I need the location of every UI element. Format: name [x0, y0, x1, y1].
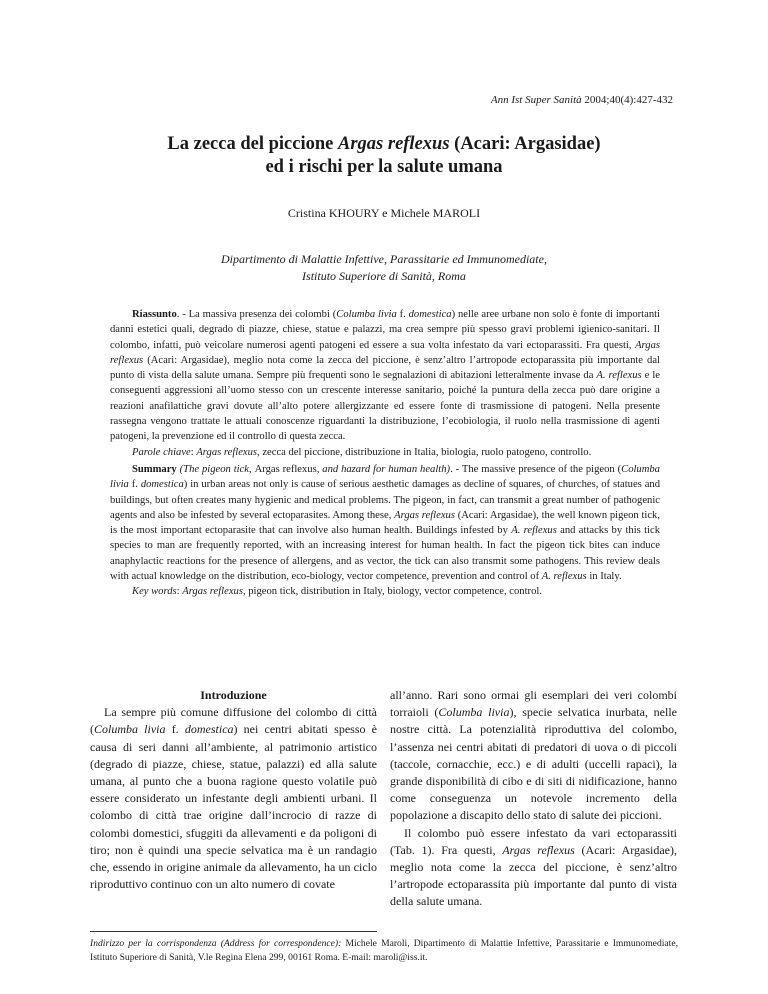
title-text: (Acari: Argasidae)	[449, 134, 601, 154]
journal-issue: 2004;40(4):427-432	[584, 94, 673, 106]
text: all’anno. Rari sono ormai gli esemplari dei veri colombi torraioli (	[390, 688, 677, 720]
species: domestica	[184, 722, 234, 737]
authors: Cristina KHOURY e Michele MAROLI	[287, 206, 481, 220]
journal-reference	[491, 94, 673, 106]
key-words	[110, 584, 660, 599]
keywords-label: Key words	[132, 586, 177, 598]
footnote-label: Indirizzo per la corrispondenza (Address for correspondence):	[90, 938, 342, 949]
keywords-label: Parole chiave	[132, 446, 191, 458]
text: f.	[396, 309, 409, 320]
affiliation	[95, 251, 673, 285]
footnote-text: Michele Maroli, Dipartimento di Malattie Infettive, Parassitarie e Immunomediate, Istituto Superiore di Sanità, V.le Regina Elena 299, 00161 Roma. E-mail: maroli@iss.it.	[90, 938, 678, 963]
species: Argas reflexus	[196, 446, 258, 458]
text: Il colombo può essere infestato da vari ectoparassiti (Tab. 1). Fra questi,	[390, 825, 677, 857]
abstract-english	[110, 462, 660, 600]
body-paragraph	[390, 825, 677, 911]
text: (Acari: Argasidae), meglio nota come la zecca del piccione, è senz’altro l’artropode ectoparassita più importante dal punto di vista della salute umana. Sempre più frequenti sono le segnalazioni di abitazioni letteralmente invase da	[110, 354, 660, 382]
body-column-right	[390, 687, 677, 911]
body-paragraph	[90, 704, 377, 893]
text: f.	[165, 722, 185, 737]
species: Columba livia	[336, 309, 397, 320]
species: A. reflexus	[541, 571, 587, 583]
correspondence-footnote	[90, 937, 678, 965]
species: Columba livia	[110, 464, 660, 491]
text: ) nei centri abitati spesso è causa di seri danni all’ambiente, al patrimonio artistico (degrado di piazze, chiese, statue, palazzi) ed alla salute umana, al punto che a buona ragione questo volatile può essere considerato un infestante degli ambienti urbani. Il colombo di città trae origine dall’incrocio di razze di colombi domestici, sfuggiti da allevamenti e da poligoni di tiro; non è quindi una specie selvatica ma è un randagio che, essendo in origine animale da allevamento, ha un ciclo riproduttivo continuo con un alto numero di covate	[90, 722, 377, 892]
text: ) in urban areas not only is cause of serious aesthetic damages as decline of squares, of churches, of statues and buildings, but often creates many hygienic and medical problems. The pigeon, in fact, can transmit a great number of pathogenic agents and also be infested by several ectoparasites. Among these,	[110, 479, 660, 521]
text: . - La massiva presenza dei colombi (	[176, 309, 337, 320]
species: Columba livia	[438, 705, 510, 720]
summary-label: Summary	[132, 464, 177, 475]
title-line-2: ed i rischi per la salute umana	[265, 157, 503, 177]
journal-name: Ann Ist Super Sanità	[490, 94, 582, 106]
footnote-divider	[90, 931, 377, 932]
species: Argas reflexus	[502, 842, 575, 857]
text: and attacks by this tick species to man are frequently reported, with an increasing interest for human health. In fact the pigeon tick bites can induce anaphylactic reactions for the presence of allergens, and as vector, the tick can also transmit some pathogens. This review deals with actual knowledge on the distribution, eco-biology, vector competence, prevention and control of	[110, 525, 660, 583]
text: , zecca del piccione, distribuzione in Italia, biologia, ruolo patogeno, controllo.	[257, 446, 592, 458]
species: domestica	[408, 309, 452, 320]
summary-title: (The pigeon tick,	[176, 464, 255, 475]
section-heading: Introduzione	[200, 688, 267, 702]
title-text: La zecca del piccione	[167, 134, 338, 154]
text: , pigeon tick, distribution in Italy, biology, vector competence, control.	[242, 586, 542, 598]
summary-paragraph	[110, 462, 660, 584]
text: La sempre più comune diffusione del colombo di città (	[90, 705, 377, 737]
summary-title-species: Argas reflexus	[254, 464, 317, 475]
affiliation-line-2: Istituto Superiore di Sanità, Roma	[302, 269, 466, 283]
parole-chiave	[110, 445, 660, 460]
text: f.	[128, 479, 141, 491]
text: ), specie selvatica inurbata, nelle nostre città. La potenzialità riproduttiva del colombo, l’assenza nei centri abitati di predatori di uova o di piccoli (taccole, cornacchie, ecc.) e di adulti (uccelli rapaci), la grande disponibilità di cibo e di siti di nidificazione, hanno come conseguenza un notevole incremento della popolazione a discapito dello stato di salute dei piccioni.	[390, 705, 677, 823]
species: Argas reflexus	[182, 586, 243, 598]
text: :	[190, 446, 197, 458]
species: Argas reflexus	[110, 339, 660, 366]
title-species: Argas reflexus	[338, 134, 450, 154]
species: A. reflexus	[511, 525, 557, 537]
body-paragraph-continued	[390, 687, 677, 825]
riassunto-paragraph	[110, 307, 660, 445]
riassunto-label: Riassunto	[132, 309, 177, 320]
text: . - The massive presence of the pigeon (	[450, 464, 622, 475]
abstract-italian	[110, 307, 660, 460]
text: ) nelle aree urbane non solo è fonte di importanti danni estetici quali, degrado di piazze, chiese, statue e palazzi, ma crea sempre più spesso gravi problemi igienico-sanitari. Il colombo, infatti, può veicolare numerosi agenti patogeni ed essere a sua volta infestato da vari ectoparassiti. Fra questi,	[110, 309, 661, 351]
text: (Acari: Argasidae), meglio nota come la zecca del piccione, è senz’altro l’artropode ectoparassita più importante dal punto di vista della salute umana.	[390, 842, 677, 909]
body-column-left	[90, 687, 377, 893]
summary-title: , and hazard for human health)	[316, 464, 451, 475]
affiliation-line-1: Dipartimento di Malattie Infettive, Parassitarie ed Immunomediate,	[221, 252, 547, 266]
text: (Acari: Argasidae), the well known pigeon tick, is the most important ectoparasite that can involve also human health. Buildings infested by	[110, 509, 661, 537]
species: Columba livia	[94, 722, 166, 737]
species: A. reflexus	[596, 370, 642, 382]
text: in Italy.	[586, 571, 622, 583]
text: :	[176, 586, 183, 598]
text: e le conseguenti aggressioni all’uomo stesso con un crescente interesse sanitario, poiché la puntura della zecca può dare origine a reazioni anafilattiche gravi dovute all’alto potere allergizzante ed essere fonte di trasmissione di patogeni. Nella presente rassegna vengono trattate le attuali conoscenze riguardanti la distribuzione, l’ecobiologia, il ruolo nella trasmissione di agenti patogeni, la prevenzione ed il controllo di questa zecca.	[110, 370, 660, 443]
paper-title	[95, 133, 673, 179]
species: Argas reflexus	[394, 509, 455, 521]
species: domestica	[140, 479, 184, 491]
